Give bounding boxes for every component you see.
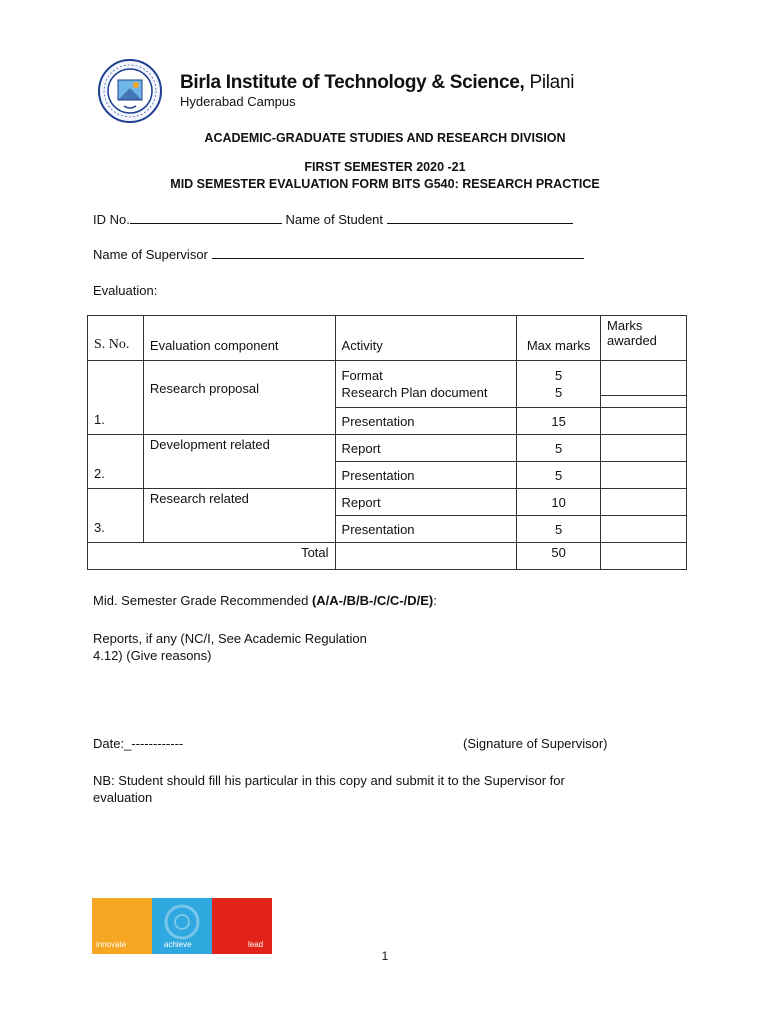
page-number: 1 [381, 949, 389, 963]
bits-seal-logo [88, 58, 174, 124]
table-row [88, 489, 687, 516]
date-field: Date:_------------ [93, 736, 184, 751]
grade-suffix: : [433, 593, 437, 608]
header-marks-awarded [601, 316, 687, 361]
campus-name: Hyderabad Campus [180, 94, 296, 109]
marks-awarded-subcell[interactable] [601, 373, 686, 396]
supervisor-line [93, 246, 584, 262]
id-name-line [93, 211, 573, 227]
activity-cell: Presentation [335, 408, 517, 435]
activity-cell: Presentation [335, 462, 517, 489]
total-max-marks: 50 [517, 543, 601, 570]
achieve-block [152, 898, 212, 954]
max-marks-value: 5 [555, 385, 563, 400]
total-label: Total [88, 543, 336, 570]
reports-line-2: 4.12) (Give reasons) [93, 648, 212, 663]
reports-line-1: Reports, if any (NC/I, See Academic Regulation [93, 631, 367, 646]
supervisor-name-label: Name of Supervisor [93, 247, 208, 262]
innovate-block [92, 898, 152, 954]
activity-cell: Presentation [335, 516, 517, 543]
marks-awarded-cell[interactable] [601, 361, 687, 408]
table-row [88, 361, 687, 408]
max-marks-cell: 5 [517, 462, 601, 489]
header-marks-awarded-text: Marks awarded [607, 318, 657, 348]
institution-name [180, 72, 574, 94]
institution-name-text: Birla Institute of Technology & Science, [180, 72, 525, 93]
institution-city-text: Pilani [529, 72, 575, 93]
grade-options: (A/A-/B/B-/C/C-/D/E) [311, 593, 434, 608]
note-line-1: NB: Student should fill his particular in this copy and submit it to the Supervisor for [93, 773, 565, 788]
student-name-blank[interactable] [387, 211, 573, 224]
header-component: Evaluation component [143, 316, 335, 361]
max-marks-cell: 10 [517, 489, 601, 516]
grade-line [93, 593, 437, 608]
header-activity: Activity [335, 316, 517, 361]
division-heading: ACADEMIC-GRADUATE STUDIES AND RESEARCH DIVISION [204, 131, 566, 145]
institution-header [88, 58, 628, 124]
table-row [88, 435, 687, 462]
lead-block [212, 898, 272, 954]
id-label: ID No. [93, 212, 130, 227]
group-sno: 2. [88, 435, 144, 489]
marks-awarded-cell[interactable] [601, 516, 687, 543]
marks-awarded-cell[interactable] [601, 435, 687, 462]
activity-text: Format [341, 368, 383, 383]
group-sno: 3. [88, 489, 144, 543]
marks-awarded-cell[interactable] [601, 408, 687, 435]
marks-awarded-cell[interactable] [601, 489, 687, 516]
evaluation-table [87, 315, 687, 570]
activity-cell [335, 361, 517, 408]
semester-heading: FIRST SEMESTER 2020 -21 [304, 160, 466, 174]
max-marks-cell: 5 [517, 435, 601, 462]
marks-awarded-cell[interactable] [601, 462, 687, 489]
form-title: MID SEMESTER EVALUATION FORM BITS G540: RESEARCH PRACTICE [170, 177, 600, 191]
activity-cell: Report [335, 489, 517, 516]
group-sno: 1. [88, 361, 144, 435]
note-line-2: evaluation [93, 790, 153, 805]
achieve-tag: achieve [164, 940, 192, 949]
max-marks-value: 5 [555, 368, 563, 383]
signature-label: (Signature of Supervisor) [463, 736, 608, 751]
id-blank[interactable] [130, 211, 282, 224]
supervisor-name-blank[interactable] [212, 246, 584, 259]
total-marks-awarded[interactable] [601, 543, 687, 570]
max-marks-cell [517, 361, 601, 408]
group-component: Development related [143, 435, 335, 489]
innovate-tag: innovate [96, 940, 127, 949]
group-component: Research proposal [143, 361, 335, 435]
max-marks-cell: 15 [517, 408, 601, 435]
student-name-label: Name of Student [285, 212, 384, 227]
table-header-row [88, 316, 687, 361]
total-activity-blank [335, 543, 517, 570]
total-row [88, 543, 687, 570]
footer-brand-band [92, 898, 272, 954]
header-max-marks: Max marks [517, 316, 601, 361]
evaluation-label: Evaluation: [93, 283, 158, 298]
grade-label: Mid. Semester Grade Recommended [93, 593, 312, 608]
group-component: Research related [143, 489, 335, 543]
lead-tag: lead [248, 940, 264, 949]
header-sno: S. No. [88, 316, 144, 361]
max-marks-cell: 5 [517, 516, 601, 543]
activity-cell: Report [335, 435, 517, 462]
activity-text: Research Plan document [341, 385, 488, 400]
